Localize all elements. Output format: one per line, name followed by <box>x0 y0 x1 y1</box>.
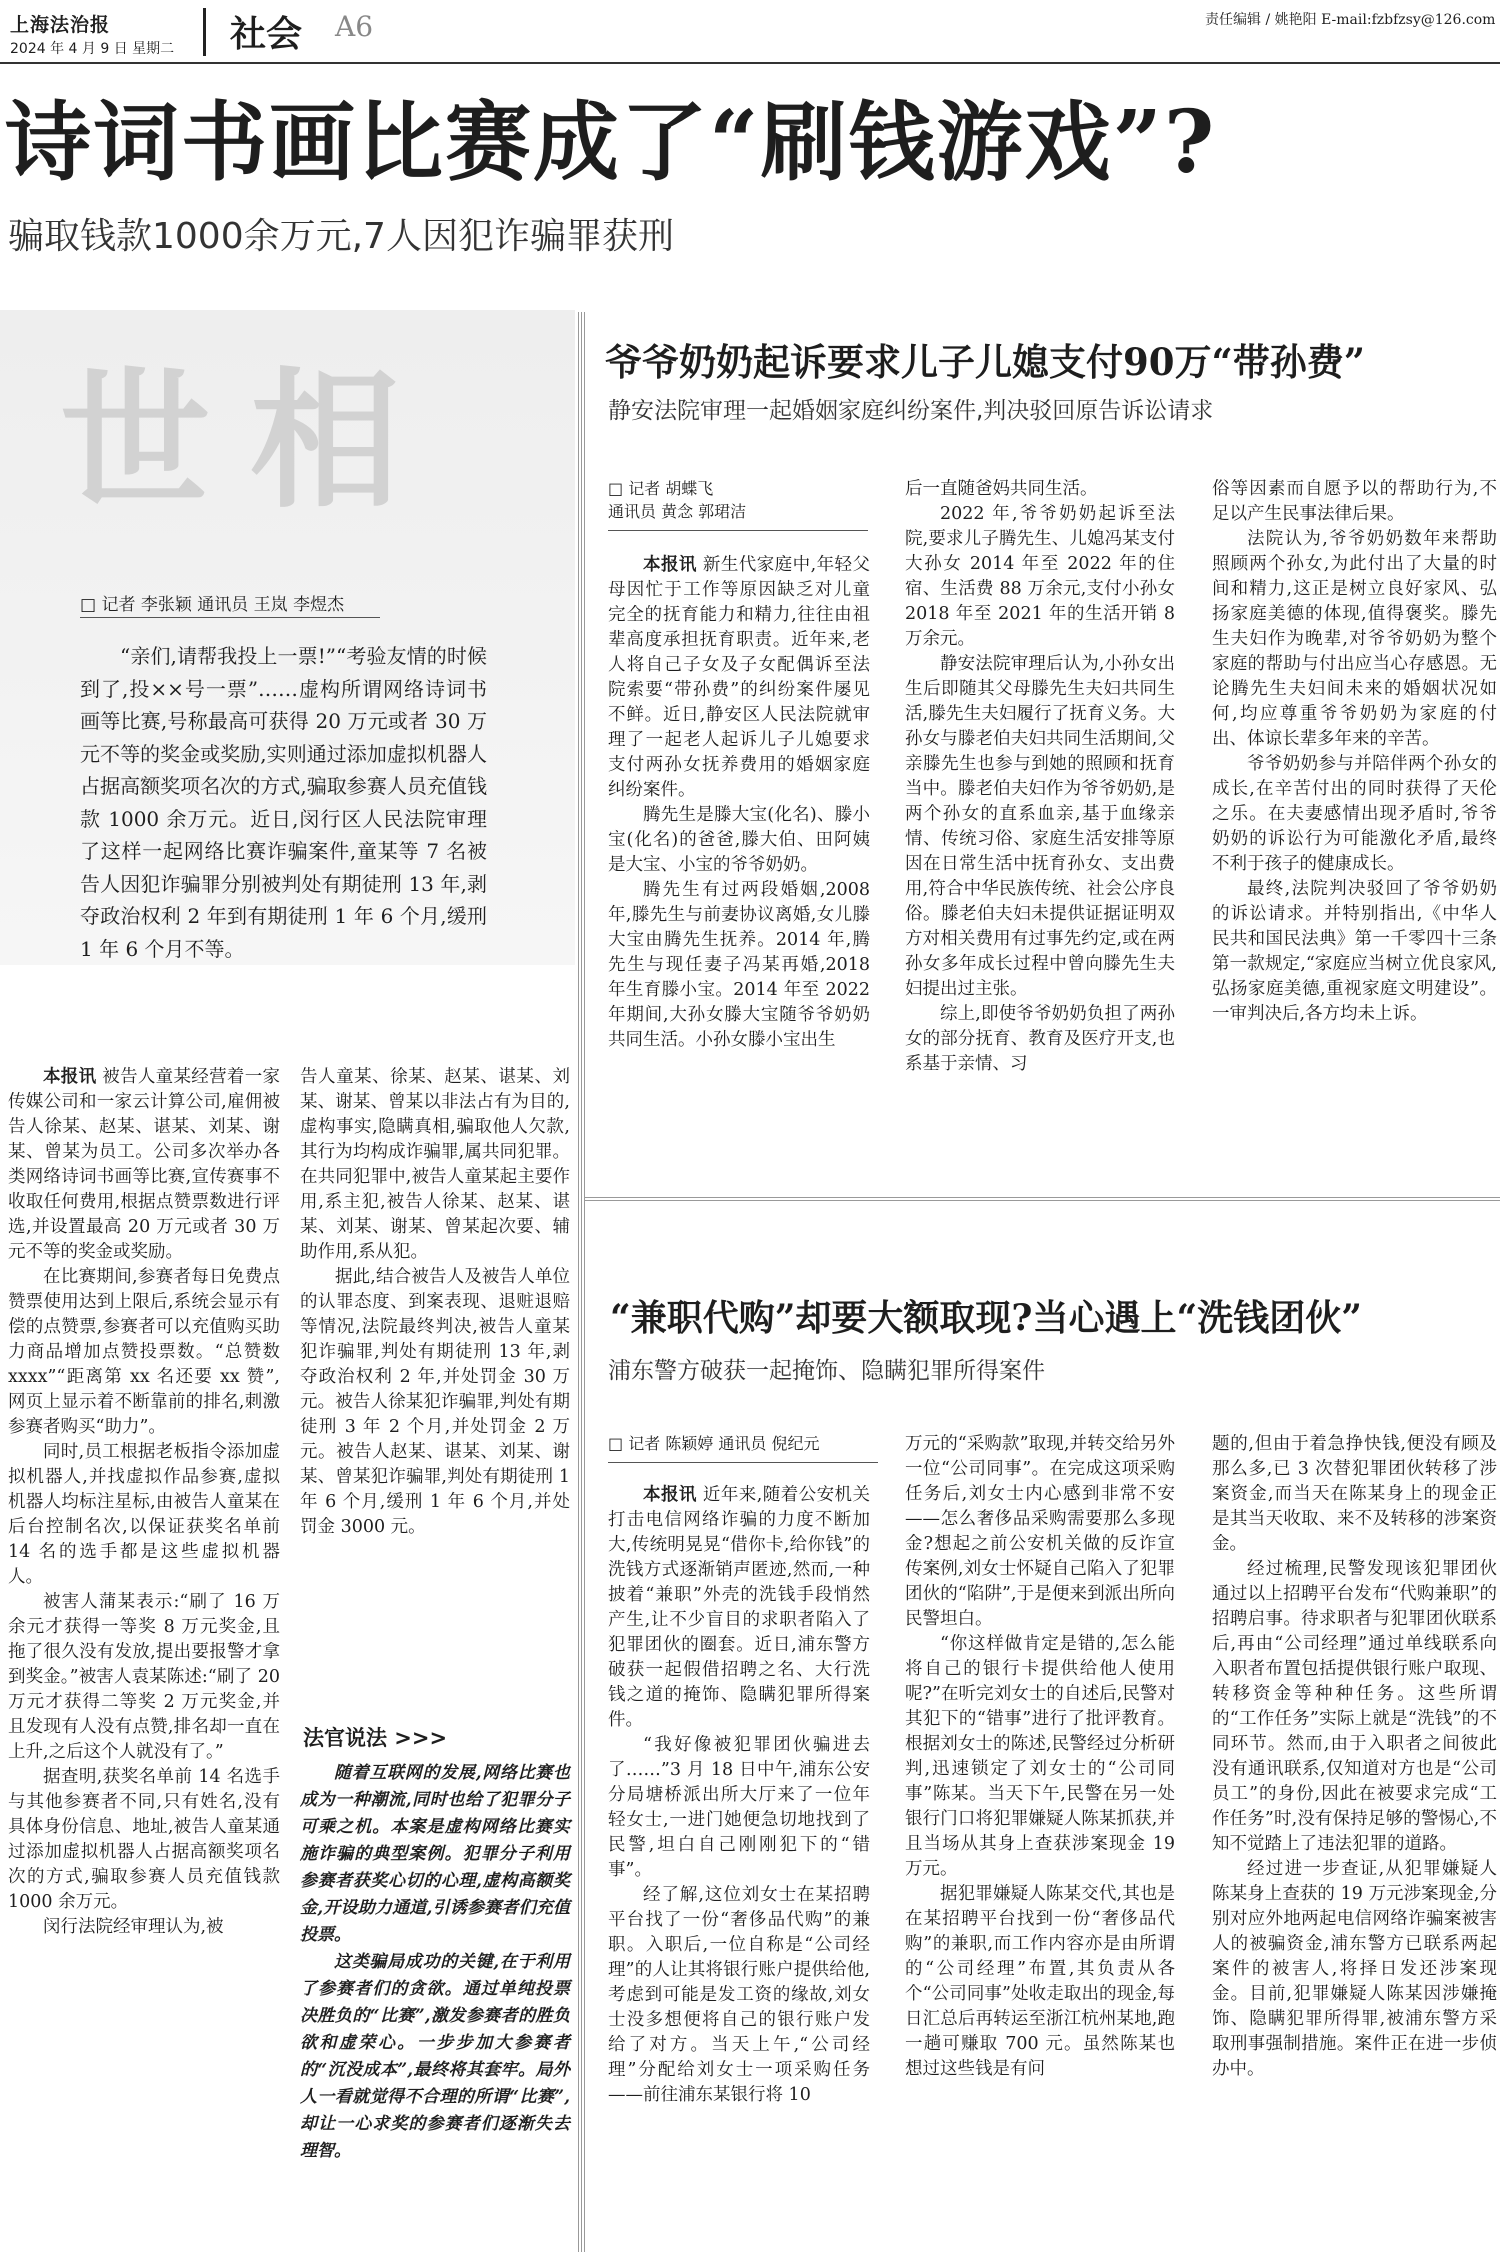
body-paragraph: 俗等因素而自愿予以的帮助行为,不足以产生民事法律后果。 <box>1212 479 1497 524</box>
body-paragraph: 据犯罪嫌疑人陈某交代,其也是在某招聘平台找到一份“奢侈品代购”的兼职,而工作内容亦是由所谓的“公司经理”布置,其负责从各个“公司同事”处收走取出的现金,每日汇总后再转运至浙江杭州某地,跑一趟可赚取 700 元。虽然陈某也想过这些钱是有问 <box>905 1884 1175 2079</box>
article3-col3 <box>1212 1432 1497 2082</box>
article2-col1 <box>608 553 870 1053</box>
body-paragraph: 被害人蒲某表示:“刷了 16 万余元才获得一等奖 8 万元奖金,且拖了很久没有发放,提出要报警才拿到奖金。”被害人袁某陈述:“刷了 20 万元才获得二等奖 2 万元奖金,并且发现有人没有点赞,排名却一直在上升,之后这个人就没有了。” <box>8 1592 280 1762</box>
article3-col1 <box>608 1483 870 2108</box>
body-paragraph: “你这样做肯定是错的,怎么能将自己的银行卡提供给他人使用呢?”在听完刘女士的自述后,民警对其犯下的“错事”进行了批评教育。根据刘女士的陈述,民警经过分析研判,迅速锁定了刘女士的“公司同事”陈某。当天下午,民警在另一处银行门口将犯罪嫌疑人陈某抓获,并且当场从其身上查获涉案现金 19 万元。 <box>905 1634 1175 1879</box>
article-divider <box>585 1195 1500 1201</box>
body-paragraph: 腾先生有过两段婚姻,2008 年,滕先生与前妻协议离婚,女儿滕大宝由腾先生抚养。2014 年,腾先生与现任妻子冯某再婚,2018 年生育滕小宝。2014 年至 2022 年期间,大孙女滕大宝随爷爷奶奶共同生活。小孙女滕小宝出生 <box>608 880 870 1050</box>
main-byline: □ 记者 李张颖 通讯员 王岚 李煜杰 <box>80 595 345 615</box>
body-paragraph: 最终,法院判决驳回了爷爷奶奶的诉讼请求。并特别指出,《中华人民共和国民法典》第一千零四十三条第一款规定,“家庭应当树立优良家风,弘扬家庭美德,重视家庭文明建设”。一审判决后,各方均未上诉。 <box>1212 879 1497 1024</box>
article3-deck: 浦东警方破获一起掩饰、隐瞒犯罪所得案件 <box>608 1358 1045 1384</box>
header-divider <box>203 8 206 56</box>
commentary-paragraph: 随着互联网的发展,网络比赛也成为一种潮流,同时也给了犯罪分子可乘之机。本案是虚构网络比赛实施诈骗的典型案例。犯罪分子利用参赛者获奖心切的心理,虚构高额奖金,开设助力通道,引诱参赛者们充值投票。 <box>300 1763 570 1945</box>
article2-col2 <box>905 477 1175 1077</box>
body-paragraph: 闵行法院经审理认为,被 <box>43 1917 224 1937</box>
body-paragraph: 本报讯 近年来,随着公安机关打击电信网络诈骗的力度不断加大,传统明晃晃“借你卡,给你钱”的洗钱方式逐渐销声匿迹,然而,一种披着“兼职”外壳的洗钱手段悄然产生,让不少盲目的求职者陷入了犯罪团伙的圈套。近日,浦东警方破获一起假借招聘之名、大行洗钱之道的掩饰、隐瞒犯罪所得案件。 <box>608 1485 870 1730</box>
body-paragraph: 据查明,获奖名单前 14 名选手与其他参赛者不同,只有姓名,没有具体身份信息、地址,被告人童某通过添加虚拟机器人占据高额奖项名次的方式,骗取参赛人员充值钱款 1000 余万元。 <box>8 1767 280 1912</box>
body-paragraph: 综上,即使爷爷奶奶负担了两孙女的部分抚育、教育及医疗开支,也系基于亲情、习 <box>905 1004 1175 1074</box>
header-rule <box>0 62 1500 64</box>
body-paragraph: 经了解,这位刘女士在某招聘平台找了一份“奢侈品代购”的兼职。入职后,一位自称是“公司经理”的人让其将银行账户提供给他,考虑到可能是发工资的缘故,刘女士没多想便将自己的银行账户发给了对方。当天上午,“公司经理”分配给刘女士一项采购任务——前往浦东某银行将 10 <box>608 1885 870 2105</box>
body-paragraph: “我好像被犯罪团伙骗进去了……”3 月 18 日中午,浦东公安分局塘桥派出所大厅来了一位年轻女士,一进门她便急切地找到了民警,坦白自己刚刚犯下的“错事”。 <box>608 1735 870 1880</box>
body-paragraph: 腾先生是滕大宝(化名)、滕小宝(化名)的爸爸,滕大伯、田阿姨是大宝、小宝的爷爷奶奶。 <box>608 805 870 875</box>
article3-col2 <box>905 1432 1175 2082</box>
judge-commentary <box>300 1760 570 2165</box>
body-paragraph: 本报讯 新生代家庭中,年轻父母因忙于工作等原因缺乏对儿童完全的抚育能力和精力,往往由祖辈高度承担抚育职责。近年来,老人将自己子女及子女配偶诉至法院索要“带孙费”的纠纷案件屡见不鲜。近日,静安区人民法院就审理了一起老人起诉儿子儿媳要求支付两孙女抚养费用的婚姻家庭纠纷案件。 <box>608 555 870 800</box>
issue-date: 2024 年 4 月 9 日 星期二 <box>10 41 175 57</box>
body-paragraph: 经过梳理,民警发现该犯罪团伙通过以上招聘平台发布“代购兼职”的招聘启事。待求职者与犯罪团伙联系后,再由“公司经理”通过单线联系向入职者布置包括提供银行账户取现、转移资金等种种任务。这些所谓的“工作任务”实际上就是“洗钱”的不同环节。然而,由于入职者之间彼此没有通讯联系,仅知道对方也是“公司员工”的身份,因此在被要求完成“工作任务”时,没有保持足够的警惕心,不知不觉踏上了违法犯罪的道路。 <box>1212 1559 1497 1854</box>
column-divider <box>578 312 585 2252</box>
body-paragraph: 经过进一步查证,从犯罪嫌疑人陈某身上查获的 19 万元涉案现金,分别对应外地两起电信网络诈骗案被害人的被骗资金,浦东警方已联系两起案件的被害人,将择日发还涉案现金。目前,犯罪嫌疑人陈某因涉嫌掩饰、隐瞒犯罪所得罪,被浦东警方采取刑事强制措施。案件正在进一步侦办中。 <box>1212 1859 1497 2079</box>
body-paragraph: 静安法院审理后认为,小孙女出生后即随其父母滕先生夫妇共同生活,滕先生夫妇履行了抚育义务。大孙女与滕老伯夫妇共同生活期间,父亲滕先生也参与到她的照顾和抚育当中。滕老伯夫妇作为爷爷奶奶,是两个孙女的直系血亲,基于血缘亲情、传统习俗、家庭生活安排等原因在日常生活中抚育孙女、支出费用,符合中华民族传统、社会公序良俗。滕老伯夫妇未提供证据证明双方对相关费用有过事先约定,或在两孙女多年成长过程中曾向滕先生夫妇提出过主张。 <box>905 654 1175 999</box>
byline-rule <box>608 1462 878 1463</box>
article2-col3 <box>1212 477 1497 1027</box>
article2-deck: 静安法院审理一起婚姻家庭纠纷案件,判决驳回原告诉讼请求 <box>608 398 1214 424</box>
main-body-col1 <box>8 1065 280 1940</box>
body-paragraph: 题的,但由于着急挣快钱,便没有顾及那么多,已 3 次替犯罪团伙转移了涉案资金,而当天在陈某身上的现金正是其当天收取、来不及转移的涉案资金。 <box>1212 1434 1497 1554</box>
byline-rule <box>80 617 380 618</box>
body-paragraph: 后一直随爸妈共同生活。 <box>905 479 1098 499</box>
byline-rule <box>608 530 868 531</box>
page-number: A6 <box>335 10 374 43</box>
main-lead <box>80 640 487 965</box>
body-paragraph: 本报讯 被告人童某经营着一家传媒公司和一家云计算公司,雇佣被告人徐某、赵某、谌某、刘某、谢某、曾某为员工。公司多次举办各类网络诗词书画等比赛,宣传赛事不收取任何费用,根据点赞票数进行评选,并设置最高 20 万元或者 30 万元不等的奖金或奖励。 <box>8 1067 280 1262</box>
article2-byline: □ 记者 胡蝶飞 通讯员 黄念 郭珺洁 <box>608 479 747 521</box>
body-paragraph: 2022 年,爷爷奶奶起诉至法院,要求儿子腾先生、儿媳冯某支付大孙女 2014 年至 2022 年的住宿、生活费 88 万余元,支付小孙女 2018 年至 2021 年的生活开销 8 万余元。 <box>905 504 1175 649</box>
editor-info: 责任编辑 / 姚艳阳 E-mail:fzbfzsy@126.com <box>1205 12 1496 28</box>
body-paragraph: 同时,员工根据老板指令添加虚拟机器人,并找虚拟作品参赛,虚拟机器人均标注星标,由被告人童某在后台控制名次,以保证获奖名单前 14 名的选手都是这些虚拟机器人。 <box>8 1442 280 1587</box>
main-body-col2 <box>300 1065 570 1540</box>
main-subheadline: 骗取钱款1000余万元,7人因犯诈骗罪获刑 <box>8 216 674 257</box>
body-paragraph: 爷爷奶奶参与并陪伴两个孙女的成长,在辛苦付出的同时获得了天伦之乐。在夫妻感情出现矛盾时,爷爷奶奶的诉讼行为可能激化矛盾,最终不利于孩子的健康成长。 <box>1212 754 1497 874</box>
article3-headline: “兼职代购”却要大额取现?当心遇上“洗钱团伙” <box>610 1297 1362 1339</box>
body-paragraph: 据此,结合被告人及被告人单位的认罪态度、到案表现、退赃退赔等情况,法院最终判决,被告人童某犯诈骗罪,判处有期徒刑 13 年,剥夺政治权利 2 年,并处罚金 30 万元。被告人徐某犯诈骗罪,判处有期徒刑 3 年 2 个月,并处罚金 2 万元。被告人赵某、谌某、刘某、谢某、曾某犯诈骗罪,判处有期徒刑 1 年 6 个月,缓刑 1 年 6 个月,并处罚金 3000 元。 <box>300 1267 570 1537</box>
commentary-paragraph: 这类骗局成功的关键,在于利用了参赛者们的贪欲。通过单纯投票决胜负的“比赛”,激发参赛者的胜负欲和虚荣心。一步步加大参赛者的“沉没成本”,最终将其套牢。局外人一看就觉得不合理的所谓“比赛”,却让一心求奖的参赛者们逐渐失去理智。 <box>300 1952 570 2161</box>
judge-commentary-title: 法官说法 >>> <box>303 1726 448 1750</box>
dateline-label: 本报讯 <box>43 1067 97 1087</box>
section-name: 社会 <box>230 13 303 55</box>
main-headline: 诗词书画比赛成了“刷钱游戏”? <box>5 92 1217 193</box>
column-name-watermark: 世相 <box>60 353 441 529</box>
body-paragraph: 法院认为,爷爷奶奶数年来帮助照顾两个孙女,为此付出了大量的时间和精力,这正是树立良好家风、弘扬家庭美德的体现,值得褒奖。滕先生夫妇作为晚辈,对爷爷奶奶为整个家庭的帮助与付出应当心存感恩。无论腾先生夫妇间未来的婚姻状况如何,均应尊重爷爷奶奶为家庭的付出、体谅长辈多年来的辛苦。 <box>1212 529 1497 749</box>
article3-byline: □ 记者 陈颖婷 通讯员 倪纪元 <box>608 1434 820 1453</box>
body-paragraph: 告人童某、徐某、赵某、谌某、刘某、谢某、曾某以非法占有为目的,虚构事实,隐瞒真相,骗取他人欠款,其行为均构成诈骗罪,属共同犯罪。在共同犯罪中,被告人童某起主要作用,系主犯,被告人徐某、赵某、谌某、刘某、谢某、曾某起次要、辅助作用,系从犯。 <box>300 1067 570 1262</box>
article2-headline: 爷爷奶奶起诉要求儿子儿媳支付90万“带孙费” <box>605 340 1366 384</box>
newspaper-logo: 上海法治报 <box>10 14 111 36</box>
body-paragraph: 万元的“采购款”取现,并转交给另外一位“公司同事”。在完成这项采购任务后,刘女士内心感到非常不安——怎么奢侈品采购需要那么多现金?想起之前公安机关做的反诈宣传案例,刘女士怀疑自己陷入了犯罪团伙的“陷阱”,于是便来到派出所向民警坦白。 <box>905 1434 1175 1629</box>
body-paragraph: 在比赛期间,参赛者每日免费点赞票使用达到上限后,系统会显示有偿的点赞票,参赛者可以充值购买助力商品增加点赞投票数。“总赞数 xxxx”“距离第 xx 名还要 xx 赞”,网页上显示着不断靠前的排名,刺激参赛者购买“助力”。 <box>8 1267 280 1437</box>
lead-paragraph: “亲们,请帮我投上一票!”“考验友情的时候到了,投××号一票”……虚构所谓网络诗词书画等比赛,号称最高可获得 20 万元或者 30 万元不等的奖金或奖励,实则通过添加虚拟机器人占据高额奖项名次的方式,骗取参赛人员充值钱款 1000 余万元。近日,闵行区人民法院审理了这样一起网络比赛诈骗案件,童某等 7 名被告人因犯诈骗罪分别被判处有期徒刑 13 年,剥夺政治权利 2 年到有期徒刑 1 年 6 个月,缓刑 1 年 6 个月不等。 <box>80 644 487 961</box>
